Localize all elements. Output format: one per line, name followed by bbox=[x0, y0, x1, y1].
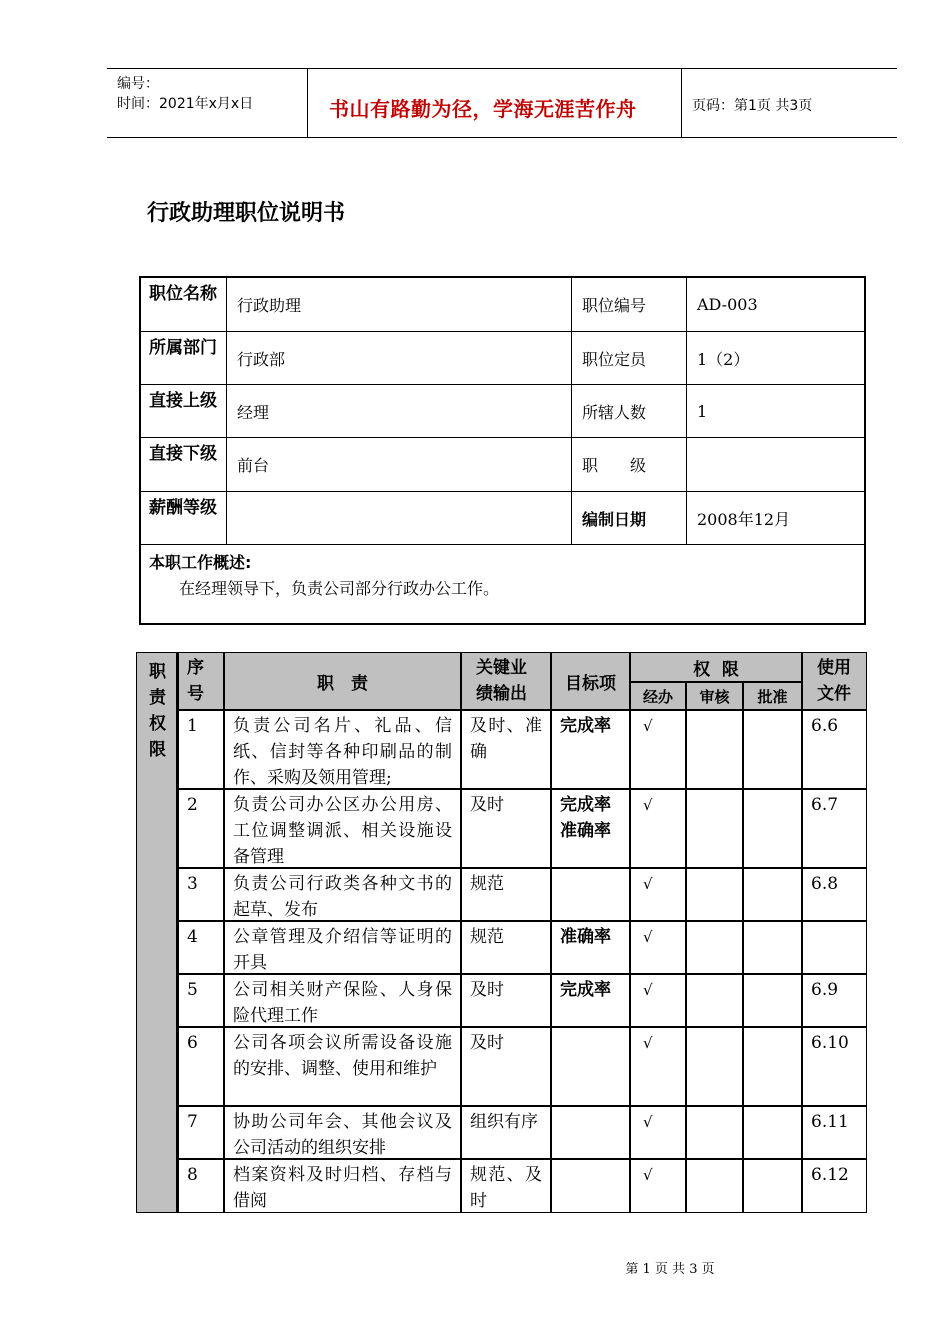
duty-cell-doc: 6.8 bbox=[802, 868, 867, 921]
duty-cell-handle: √ bbox=[630, 1106, 686, 1159]
duty-cell-seq: 5 bbox=[178, 974, 224, 1027]
duty-cell-review bbox=[686, 1106, 743, 1159]
duty-cell-handle: √ bbox=[630, 1159, 686, 1213]
info-row bbox=[141, 278, 864, 332]
header-duty-text: 职 责 bbox=[317, 673, 368, 694]
header-page bbox=[681, 69, 898, 137]
header-seq-text: 序号 bbox=[187, 658, 204, 704]
page-header bbox=[107, 68, 897, 138]
summary-text: 在经理领导下，负责公司部分行政办公工作。 bbox=[179, 579, 500, 598]
info-value2: 2008年12月 bbox=[697, 509, 791, 529]
header-approve bbox=[743, 682, 802, 710]
duty-cell-approve bbox=[743, 789, 802, 868]
duty-cell-approve bbox=[743, 710, 802, 789]
summary-title: 本职工作概述: bbox=[149, 553, 252, 572]
header-output-text: 关键业绩输出 bbox=[476, 658, 527, 704]
duty-cell-approve bbox=[743, 974, 802, 1027]
info-label2: 所辖人数 bbox=[572, 385, 687, 437]
duty-cell-handle: √ bbox=[630, 710, 686, 789]
duty-cell-output: 及时、准确 bbox=[461, 710, 551, 789]
header-doc-text: 使用文件 bbox=[817, 658, 851, 704]
duty-cell-seq: 4 bbox=[178, 921, 224, 974]
duty-cell-doc: 6.9 bbox=[802, 974, 867, 1027]
info-row bbox=[141, 332, 864, 385]
duty-cell-target bbox=[551, 1106, 630, 1159]
duty-cell-target bbox=[551, 1159, 630, 1213]
duty-cell-review bbox=[686, 1027, 743, 1106]
duty-cell-output: 及时 bbox=[461, 789, 551, 868]
info-value: 经理 bbox=[227, 385, 572, 437]
duty-grid bbox=[178, 652, 867, 1213]
header-number: 编号： bbox=[117, 76, 159, 92]
duty-cell-approve bbox=[743, 1159, 802, 1213]
info-row bbox=[141, 385, 864, 438]
info-row bbox=[141, 492, 864, 545]
header-duty bbox=[224, 652, 461, 710]
info-label: 职位名称 bbox=[141, 278, 227, 331]
duty-cell-approve bbox=[743, 868, 802, 921]
duty-cell-handle: √ bbox=[630, 1027, 686, 1106]
duty-side-text: 职责权限 bbox=[149, 662, 166, 760]
duty-cell-doc: 6.7 bbox=[802, 789, 867, 868]
duty-cell-seq: 8 bbox=[178, 1159, 224, 1213]
header-handle bbox=[630, 682, 686, 710]
duty-cell-target bbox=[551, 868, 630, 921]
info-label: 所属部门 bbox=[141, 332, 227, 384]
duty-cell-duty: 负责公司办公区办公用房、工位调整调派、相关设施设备管理 bbox=[224, 789, 461, 868]
info-label2: 职 级 bbox=[572, 438, 687, 491]
duty-cell-seq: 3 bbox=[178, 868, 224, 921]
duty-cell-target bbox=[551, 1027, 630, 1106]
header-seq bbox=[178, 652, 224, 710]
duty-cell-approve bbox=[743, 1027, 802, 1106]
info-row bbox=[141, 438, 864, 492]
duty-cell-seq: 6 bbox=[178, 1027, 224, 1106]
duty-cell-output: 及时 bbox=[461, 974, 551, 1027]
header-review bbox=[686, 682, 743, 710]
duty-cell-duty: 档案资料及时归档、存档与借阅 bbox=[224, 1159, 461, 1213]
duty-cell-doc: 6.6 bbox=[802, 710, 867, 789]
header-doc bbox=[802, 652, 867, 710]
info-value2: AD-003 bbox=[697, 295, 758, 314]
duty-cell-doc: 6.11 bbox=[802, 1106, 867, 1159]
duty-cell-review bbox=[686, 789, 743, 868]
duty-cell-output: 规范、及时 bbox=[461, 1159, 551, 1213]
info-label2: 编制日期 bbox=[572, 492, 687, 544]
duty-cell-doc: 6.10 bbox=[802, 1027, 867, 1106]
info-label2: 职位定员 bbox=[572, 332, 687, 384]
duty-cell-seq: 7 bbox=[178, 1106, 224, 1159]
duty-cell-review bbox=[686, 1159, 743, 1213]
duty-cell-handle: √ bbox=[630, 974, 686, 1027]
document-title: 行政助理职位说明书 bbox=[147, 201, 346, 226]
info-label: 直接下级 bbox=[141, 438, 227, 491]
header-target bbox=[551, 652, 630, 710]
header-handle-text: 经办 bbox=[642, 687, 673, 706]
info-value2 bbox=[687, 438, 864, 491]
duty-cell-target: 准确率 bbox=[551, 921, 630, 974]
duty-side-label bbox=[136, 652, 178, 1213]
duty-cell-approve bbox=[743, 1106, 802, 1159]
duty-cell-output: 规范 bbox=[461, 921, 551, 974]
header-output bbox=[461, 652, 551, 710]
info-value: 行政部 bbox=[227, 332, 572, 384]
header-authority-text: 权 限 bbox=[693, 659, 739, 680]
info-table bbox=[139, 276, 866, 625]
duty-table bbox=[136, 652, 867, 1213]
info-value2: 1（2） bbox=[697, 349, 750, 369]
info-value2: 1 bbox=[697, 401, 708, 421]
header-target-text: 目标项 bbox=[565, 673, 616, 694]
header-page-label: 页码：第1页 共3页 bbox=[692, 98, 813, 114]
duty-cell-handle: √ bbox=[630, 921, 686, 974]
duty-cell-duty: 负责公司行政类各种文书的起草、发布 bbox=[224, 868, 461, 921]
header-time: 时间：2021年x月x日 bbox=[117, 96, 254, 112]
duty-cell-review bbox=[686, 974, 743, 1027]
duty-cell-output: 及时 bbox=[461, 1027, 551, 1106]
info-value bbox=[227, 492, 572, 544]
header-authority bbox=[630, 652, 802, 682]
header-motto: 书山有路勤为径，学海无涯苦作舟 bbox=[329, 97, 637, 121]
duty-cell-output: 规范 bbox=[461, 868, 551, 921]
duty-cell-duty: 公司各项会议所需设备设施的安排、调整、使用和维护 bbox=[224, 1027, 461, 1106]
duty-cell-target: 完成率 准确率 bbox=[551, 789, 630, 868]
page-footer: 第 1 页 共 3 页 bbox=[625, 1262, 715, 1277]
duty-cell-approve bbox=[743, 921, 802, 974]
info-label2: 职位编号 bbox=[572, 278, 687, 331]
duty-cell-seq: 1 bbox=[178, 710, 224, 789]
info-label: 薪酬等级 bbox=[141, 492, 227, 544]
duty-cell-duty: 协助公司年会、其他会议及公司活动的组织安排 bbox=[224, 1106, 461, 1159]
duty-cell-seq: 2 bbox=[178, 789, 224, 868]
duty-cell-duty: 负责公司名片、礼品、信纸、信封等各种印刷品的制作、采购及领用管理; bbox=[224, 710, 461, 789]
duty-cell-handle: √ bbox=[630, 789, 686, 868]
duty-cell-duty: 公司相关财产保险、人身保险代理工作 bbox=[224, 974, 461, 1027]
duty-cell-doc: 6.12 bbox=[802, 1159, 867, 1213]
duty-cell-review bbox=[686, 868, 743, 921]
duty-cell-review bbox=[686, 710, 743, 789]
duty-cell-handle: √ bbox=[630, 868, 686, 921]
duty-cell-target: 完成率 bbox=[551, 710, 630, 789]
header-meta bbox=[107, 69, 308, 137]
header-review-text: 审核 bbox=[699, 687, 730, 706]
duty-cell-output: 组织有序 bbox=[461, 1106, 551, 1159]
info-value: 行政助理 bbox=[227, 278, 572, 331]
duty-cell-review bbox=[686, 921, 743, 974]
info-value: 前台 bbox=[227, 438, 572, 491]
info-label: 直接上级 bbox=[141, 385, 227, 437]
duty-cell-duty: 公章管理及介绍信等证明的开具 bbox=[224, 921, 461, 974]
header-approve-text: 批准 bbox=[757, 687, 788, 706]
duty-cell-target: 完成率 bbox=[551, 974, 630, 1027]
duty-cell-doc bbox=[802, 921, 867, 974]
